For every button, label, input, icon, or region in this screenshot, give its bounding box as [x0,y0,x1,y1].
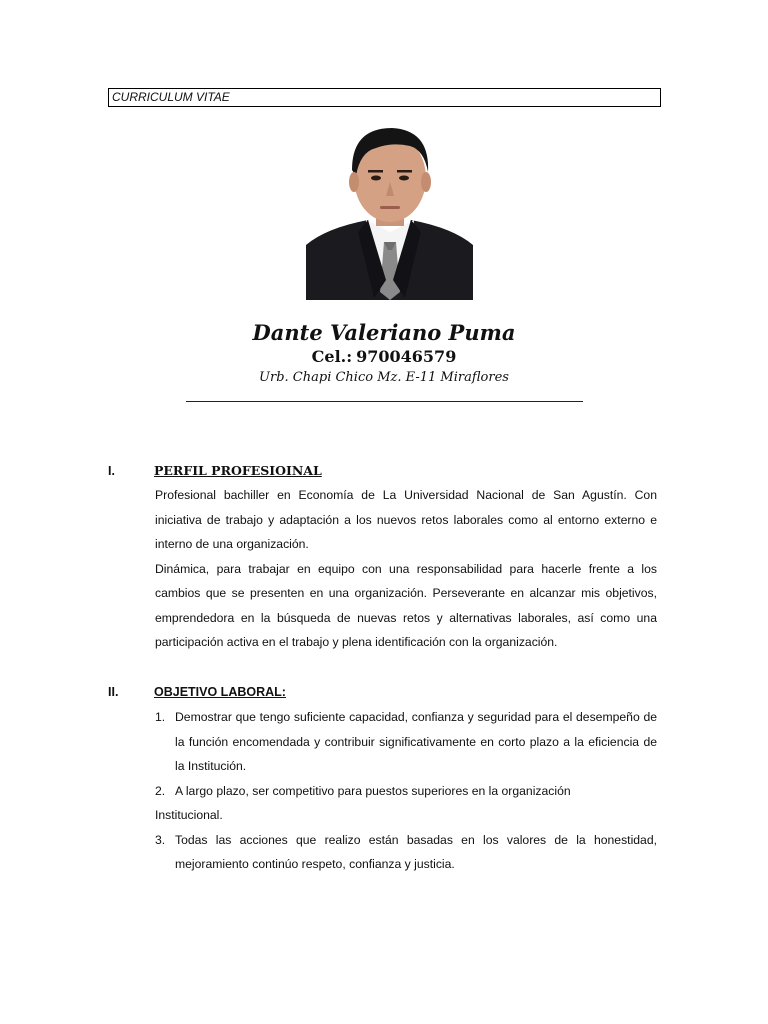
section-2-number: II. [108,685,119,699]
section-1-body [155,483,657,655]
list-item-text: Todas las acciones que realizo están basadas en los valores de la honestidad, mejoramiento continúo respeto, confianza y justicia. [175,832,657,871]
list-item-number: 3. [155,832,166,847]
cv-header-title: CURRICULUM VITAE [112,90,230,104]
list-item-number: 1. [155,710,166,724]
phone-number: 970046579 [356,347,457,366]
cv-header-box [108,88,661,107]
address-line: Urb. Chapi Chico Mz. E-11 Miraflores [259,370,509,385]
objectives-list [155,705,657,877]
section-2-title: OBJETIVO LABORAL: [154,685,286,699]
list-item-number: 2. [155,783,166,798]
phone-label: Cel.: [311,347,353,366]
list-item-continuation: Institucional. [155,808,223,822]
divider-line [186,401,583,402]
list-item-text: A largo plazo, ser competitivo para puestos superiores en la organización [175,783,571,798]
list-item [155,828,657,877]
list-item-text: Demostrar que tengo suficiente capacidad, confianza y seguridad para el desempeño de la función encomendada y contribuir significativamente en corto plazo a la eficiencia de la Institución. [175,710,657,773]
phone-line [0,347,768,366]
section-1-title: PERFIL PROFESIOINAL [154,463,322,478]
section-1-number: I. [108,464,115,478]
list-item [155,705,657,779]
list-item [155,779,657,828]
section-1-paragraph: Dinámica, para trabajar en equipo con una responsabilidad para hacerle frente a los cambios que se presenten en una organización. Perseverante en alcanzar mis objetivos, emprendedora en la búsqueda de nuevas retos y alternativas laborales, así como una participación activa en el trabajo y plena identificación con la organización. [155,561,657,649]
section-1-paragraph: Profesional bachiller en Economía de La Universidad Nacional de San Agustín. Con iniciativa de trabajo y adaptación a los nuevos retos laborales como al entorno externo e interno de una organización. [155,488,657,551]
profile-photo-illustration [306,120,473,300]
profile-photo [306,120,473,300]
person-name: Dante Valeriano Puma [252,320,516,345]
